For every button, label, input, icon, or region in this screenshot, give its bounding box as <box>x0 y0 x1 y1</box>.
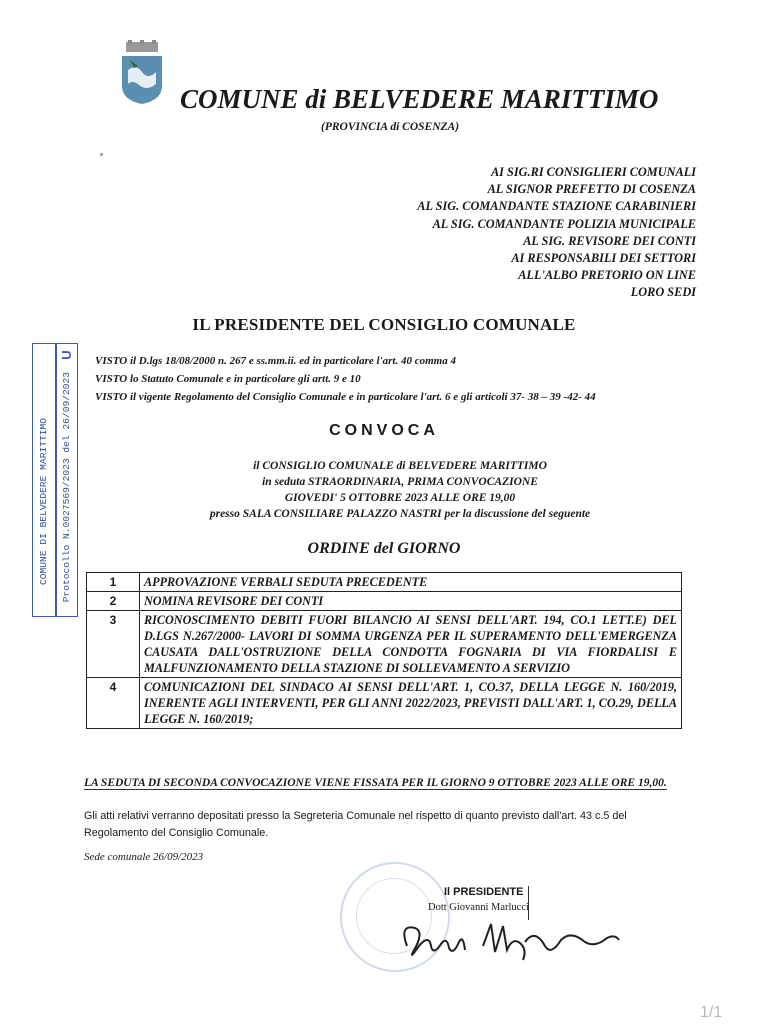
scan-artifact <box>100 153 103 156</box>
table-row <box>87 611 682 678</box>
recipient-line: AL SIG. COMANDANTE POLIZIA MUNICIPALE <box>432 216 696 231</box>
agenda-text: NOMINA REVISORE DEI CONTI <box>140 592 682 611</box>
protocol-comune: COMUNE DI BELVEDERE MARITTIMO <box>38 418 49 585</box>
visto-line: VISTO il D.lgs 18/08/2000 n. 267 e ss.mm.ii. ed in particolare l'art. 40 comma 4 <box>95 355 456 367</box>
municipal-crest-icon <box>118 40 166 106</box>
signature-name: Dott Giovanni Marlucci <box>428 902 529 913</box>
ordine-heading: ORDINE del GIORNO <box>307 540 461 557</box>
recipients-list <box>296 164 696 302</box>
province-subtitle: (PROVINCIA di COSENZA) <box>321 121 460 133</box>
documents-notice: Gli atti relativi verranno depositati presso la Segreteria Comunale nel rispetto di quanto previsto dall'art. 43 c.5 del Regolamento del Consiglio Comunale. <box>84 810 627 839</box>
agenda-number: 3 <box>87 611 140 678</box>
presidente-heading: IL PRESIDENTE DEL CONSIGLIO COMUNALE <box>192 315 576 334</box>
convoca-heading: CONVOCA <box>329 422 439 439</box>
protocol-direction-badge: U <box>56 344 78 366</box>
recipient-line: AL SIG. COMANDANTE STAZIONE CARABINIERI <box>417 199 696 214</box>
table-row <box>87 592 682 611</box>
page-counter: 1/1 <box>700 1004 723 1021</box>
convocation-line: presso SALA CONSILIARE PALAZZO NASTRI per la discussione del seguente <box>209 508 591 520</box>
recipient-line: LORO SEDI <box>630 285 696 300</box>
place-date: Sede comunale 26/09/2023 <box>84 851 204 863</box>
recipient-line: AL SIG. REVISORE DEI CONTI <box>523 233 696 248</box>
second-convocation-notice <box>84 775 694 791</box>
handwritten-signature <box>395 916 625 966</box>
convocation-line: il CONSIGLIO COMUNALE di BELVEDERE MARITTIMO <box>253 460 547 472</box>
protocol-number: Protocollo N.0027569/2023 del 26/09/2023 <box>61 372 72 603</box>
agenda-number: 2 <box>87 592 140 611</box>
agenda-text: RICONOSCIMENTO DEBITI FUORI BILANCIO AI SENSI DELL'ART. 194, CO.1 LETT.E) DEL D.LGS N.267/2000- LAVORI DI SOMMA URGENZA PER IL SUPERAMENTO DELL'EMERGENZA CAUSATA DALL'OSTRUZIONE DELLA CONDOTTA FOGNARIA DI VIA FIORDALISI E MALFUNZIONAMENTO DELLA STAZIONE DI SOLLEVAMENTO A SERVIZIO <box>140 611 682 678</box>
table-row <box>87 678 682 729</box>
recipient-line: AI SIG.RI CONSIGLIERI COMUNALI <box>490 165 696 179</box>
signature-role: Il PRESIDENTE <box>444 886 524 898</box>
agenda-table <box>86 572 682 729</box>
convocation-line: in seduta STRAORDINARIA, PRIMA CONVOCAZIONE <box>262 476 538 488</box>
agenda-number: 4 <box>87 678 140 729</box>
visto-line: VISTO lo Statuto Comunale e in particolare gli artt. 9 e 10 <box>95 373 361 385</box>
recipient-line: AL SIGNOR PREFETTO DI COSENZA <box>487 182 696 197</box>
recipient-line: AI RESPONSABILI DEI SETTORI <box>511 251 696 266</box>
protocol-stamp <box>32 343 78 617</box>
agenda-text: COMUNICAZIONI DEL SINDACO AI SENSI DELL'ART. 1, CO.37, DELLA LEGGE N. 160/2019, INERENTE AGLI INTERVENTI, PER GLI ANNI 2022/2023, PREVISTI DALL'ART. 1, CO.29, DELLA LEGGE N. 160/2019; <box>140 678 682 729</box>
agenda-number: 1 <box>87 573 140 592</box>
recipient-line: ALL'ALBO PRETORIO ON LINE <box>518 268 696 283</box>
protocol-divider <box>55 344 57 616</box>
page-title: COMUNE di BELVEDERE MARITTIMO <box>180 84 659 114</box>
convocation-details <box>150 458 650 522</box>
visto-line: VISTO il vigente Regolamento del Consiglio Comunale e in particolare l'art. 6 e gli articoli 37- 38 – 39 -42- 44 <box>95 391 596 403</box>
table-row <box>87 573 682 592</box>
convocation-line: GIOVEDI' 5 OTTOBRE 2023 ALLE ORE 19,00 <box>284 492 516 504</box>
second-convocation-text: LA SEDUTA DI SECONDA CONVOCAZIONE VIENE FISSATA PER IL GIORNO 9 OTTOBRE 2023 ALLE ORE 19,00. <box>84 777 667 789</box>
agenda-text: APPROVAZIONE VERBALI SEDUTA PRECEDENTE <box>140 573 682 592</box>
visto-list <box>95 352 596 406</box>
